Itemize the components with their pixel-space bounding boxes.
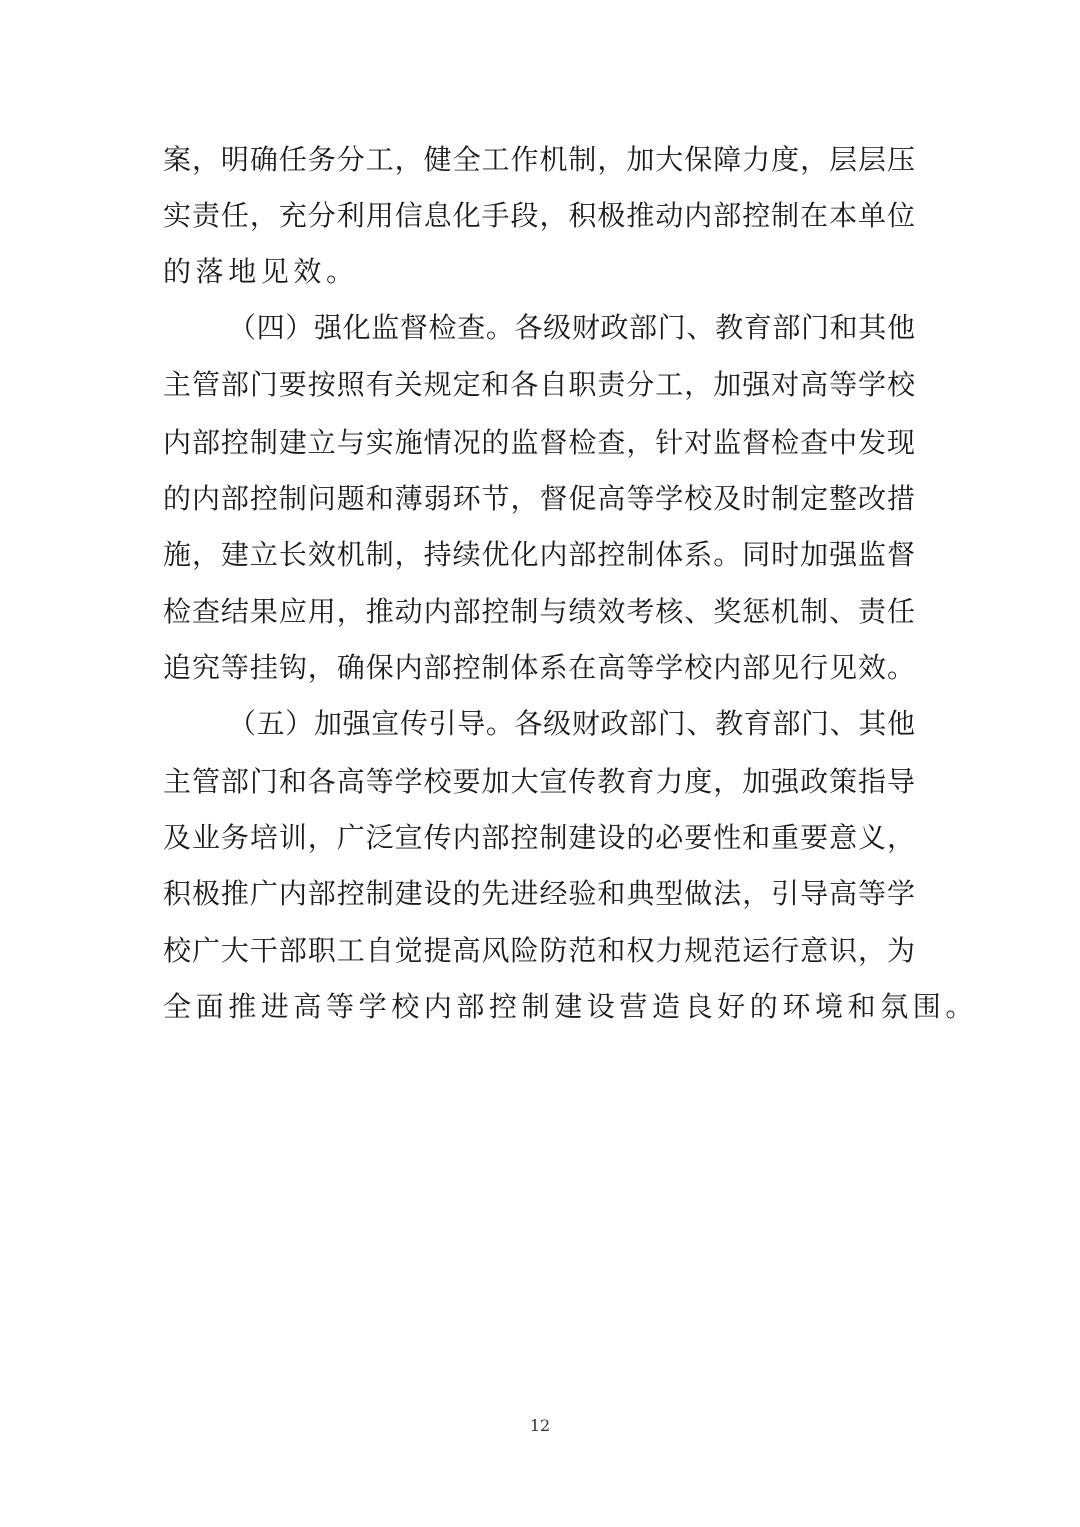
page-number: 12 <box>529 1416 551 1435</box>
text-line: 主管部门和各高等学校要加大宣传教育力度，加强政策指导 <box>163 765 915 798</box>
text-line: 检查结果应用，推动内部控制与绩效考核、奖惩机制、责任 <box>163 595 915 628</box>
text-line: 的落地见效。 <box>163 255 359 288</box>
text-line: 实责任，充分利用信息化手段，积极推动内部控制在本单位 <box>163 199 915 232</box>
text-line: 校广大干部职工自觉提高风险防范和权力规范运行意识，为 <box>163 934 915 967</box>
text-line: 全面推进高等学校内部控制建设营造良好的环境和氛围。 <box>163 990 979 1023</box>
text-line: 施，建立长效机制，持续优化内部控制体系。同时加强监督 <box>163 538 915 571</box>
text-line: 主管部门要按照有关规定和各自职责分工，加强对高等学校 <box>163 368 915 401</box>
text-line: 及业务培训，广泛宣传内部控制建设的必要性和重要意义， <box>163 821 915 854</box>
text-line: 内部控制建立与实施情况的监督检查，针对监督检查中发现 <box>163 426 915 459</box>
text-line: 追究等挂钩，确保内部控制体系在高等学校内部见行见效。 <box>163 651 915 684</box>
paragraph-heading-line: （五）加强宣传引导。各级财政部门、教育部门、其他 <box>228 707 915 740</box>
text-line: 的内部控制问题和薄弱环节，督促高等学校及时制定整改措 <box>163 482 915 515</box>
text-line: 积极推广内部控制建设的先进经验和典型做法，引导高等学 <box>163 877 915 910</box>
text-line: 案，明确任务分工，健全工作机制，加大保障力度，层层压 <box>163 143 915 176</box>
paragraph-heading-line: （四）强化监督检查。各级财政部门、教育部门和其他 <box>228 311 915 344</box>
